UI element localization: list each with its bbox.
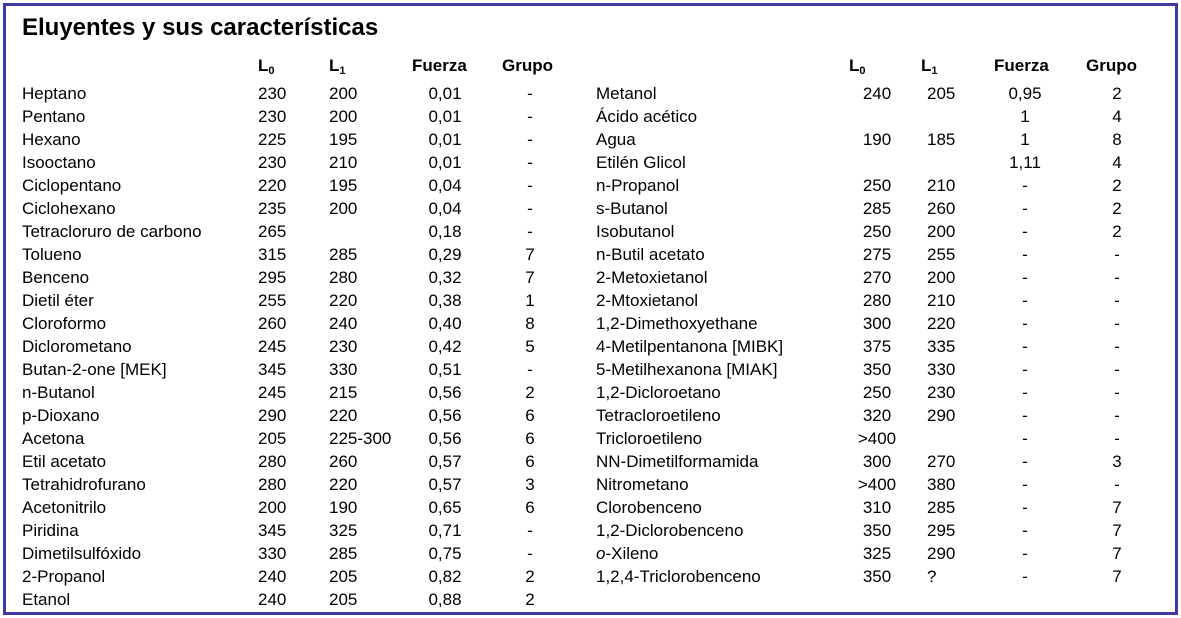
- cell-name: Isobutanol: [596, 222, 675, 241]
- cell-grupo: 6: [525, 406, 535, 425]
- table-row: [20, 565, 620, 588]
- cell-grupo: 7: [1112, 498, 1122, 517]
- table-row: [20, 381, 620, 404]
- table-row: [592, 128, 1181, 151]
- cell-grupo: 7: [525, 268, 535, 287]
- cell-name: 1,2-Dimethoxyethane: [596, 314, 758, 333]
- cell-name: 1,2-Dicloroetano: [596, 383, 721, 402]
- cell-l0: 300: [862, 452, 892, 471]
- cell-l0: 345: [258, 360, 287, 379]
- cell-grupo: 6: [525, 452, 535, 471]
- cell-l1: 195: [329, 130, 358, 149]
- table-row: [592, 174, 1181, 197]
- cell-fuerza: 0,88: [428, 590, 462, 609]
- cell-fuerza: 0,56: [428, 383, 462, 402]
- table-row: [592, 197, 1181, 220]
- table-row: [592, 473, 1181, 496]
- table-row: [20, 174, 620, 197]
- cell-name: 1,2-Diclorobenceno: [596, 521, 744, 540]
- table-row: [20, 335, 620, 358]
- cell-name: Heptano: [22, 84, 87, 103]
- cell-l1: 240: [329, 314, 358, 333]
- cell-fuerza: 0,01: [428, 84, 462, 103]
- cell-l0: 310: [862, 498, 892, 517]
- cell-grupo: 2: [1112, 199, 1122, 218]
- cell-name: 1,2,4-Triclorobenceno: [596, 567, 761, 586]
- table-row: [592, 289, 1181, 312]
- cell-fuerza: -: [1022, 360, 1028, 379]
- cell-l0: 235: [258, 199, 287, 218]
- table-row: [20, 243, 620, 266]
- cell-l1: 225-300: [329, 429, 392, 448]
- cell-grupo: 1: [525, 291, 535, 310]
- table-row: [592, 404, 1181, 427]
- cell-l1: 205: [329, 590, 358, 609]
- cell-l0: 205: [258, 429, 287, 448]
- cell-name: Ciclohexano: [22, 199, 116, 218]
- cell-grupo: -: [1114, 337, 1120, 356]
- cell-fuerza: -: [1022, 176, 1028, 195]
- cell-fuerza: -: [1022, 521, 1028, 540]
- cell-grupo: 3: [1112, 452, 1122, 471]
- cell-name: o-Xileno: [596, 544, 659, 563]
- cell-grupo: -: [1114, 291, 1120, 310]
- cell-grupo: -: [1114, 245, 1120, 264]
- cell-fuerza: -: [1022, 475, 1028, 494]
- cell-fuerza: 0,42: [428, 337, 462, 356]
- cell-l1: 295: [927, 521, 956, 540]
- cell-name: n-Butil acetato: [596, 245, 705, 264]
- cell-name: Butan-2-one [MEK]: [22, 360, 167, 379]
- cell-fuerza: -: [1022, 222, 1028, 241]
- cell-grupo: -: [1114, 406, 1120, 425]
- cell-grupo: -: [527, 107, 533, 126]
- cell-name: Ciclopentano: [22, 176, 122, 195]
- cell-l1: 325: [329, 521, 358, 540]
- cell-name: s-Butanol: [596, 199, 668, 218]
- cell-l1: 200: [329, 107, 358, 126]
- cell-fuerza: -: [1022, 314, 1028, 333]
- cell-fuerza: 0,01: [428, 107, 462, 126]
- cell-name: Pentano: [22, 107, 86, 126]
- cell-l0: 270: [862, 268, 892, 287]
- cell-grupo: -: [527, 544, 533, 563]
- cell-l0: 295: [258, 268, 287, 287]
- cell-l0: 240: [862, 84, 892, 103]
- cell-grupo: 2: [525, 383, 535, 402]
- cell-grupo: -: [1114, 383, 1120, 402]
- cell-grupo: 2: [1112, 84, 1122, 103]
- cell-fuerza: 0,38: [428, 291, 462, 310]
- table-row: [20, 473, 620, 496]
- cell-l0: 275: [862, 245, 892, 264]
- table-row: [20, 289, 620, 312]
- cell-grupo: -: [527, 130, 533, 149]
- table-row: [592, 427, 1181, 450]
- cell-l1: 290: [927, 544, 956, 563]
- cell-l0: 280: [258, 452, 287, 471]
- cell-fuerza: -: [1022, 498, 1028, 517]
- table-row: [20, 588, 620, 611]
- table-row: [20, 312, 620, 335]
- cell-grupo: -: [527, 84, 533, 103]
- table-frame: [3, 3, 1178, 615]
- table-row: [592, 266, 1181, 289]
- cell-grupo: 8: [525, 314, 535, 333]
- cell-l1: 200: [329, 84, 358, 103]
- cell-name: 5-Metilhexanona [MIAK]: [596, 360, 778, 379]
- cell-l0: 255: [258, 291, 287, 310]
- cell-fuerza: 0,82: [428, 567, 462, 586]
- cell-name: p-Dioxano: [22, 406, 100, 425]
- cell-grupo: 5: [525, 337, 535, 356]
- cell-l1: 280: [329, 268, 358, 287]
- cell-fuerza: -: [1022, 268, 1028, 287]
- cell-name: Etilén Glicol: [596, 153, 686, 172]
- cell-fuerza: 0,57: [428, 475, 462, 494]
- cell-l0: 375: [862, 337, 892, 356]
- cell-name: n-Propanol: [596, 176, 680, 195]
- cell-grupo: 7: [1112, 521, 1122, 540]
- cell-l0: 225: [258, 130, 287, 149]
- cell-grupo: -: [527, 521, 533, 540]
- cell-l0: 245: [258, 383, 287, 402]
- cell-l1: 210: [329, 153, 358, 172]
- cell-l1: 220: [329, 291, 358, 310]
- cell-l0: 240: [258, 567, 287, 586]
- cell-l1: 380: [927, 475, 956, 494]
- cell-l0: 280: [862, 291, 892, 310]
- cell-l1: 185: [927, 130, 956, 149]
- cell-l1: 285: [329, 245, 358, 264]
- cell-grupo: -: [1114, 268, 1120, 287]
- table-row: [592, 358, 1181, 381]
- header-grupo-right: Grupo: [1086, 56, 1137, 75]
- cell-name: 4-Metilpentanona [MIBK]: [596, 337, 784, 356]
- cell-name: Clorobenceno: [596, 498, 702, 517]
- cell-l0: 200: [258, 498, 287, 517]
- table-row: [20, 404, 620, 427]
- cell-l1: 210: [927, 176, 956, 195]
- cell-fuerza: -: [1022, 291, 1028, 310]
- table-row: [592, 381, 1181, 404]
- table-row: [20, 197, 620, 220]
- header-fuerza: Fuerza: [412, 56, 467, 75]
- cell-fuerza: 0,32: [428, 268, 462, 287]
- cell-name: Isooctano: [22, 153, 96, 172]
- cell-l0: 285: [862, 199, 892, 218]
- table-row: [20, 519, 620, 542]
- table-row: [20, 105, 620, 128]
- cell-l1: 205: [927, 84, 956, 103]
- cell-l1: 230: [329, 337, 358, 356]
- cell-name: 2-Metoxietanol: [596, 268, 708, 287]
- cell-l1: 205: [329, 567, 358, 586]
- cell-l0: 320: [862, 406, 892, 425]
- cell-name: 2-Mtoxietanol: [596, 291, 699, 310]
- cell-fuerza: -: [1022, 429, 1028, 448]
- cell-l1: 190: [329, 498, 358, 517]
- cell-l0: 250: [862, 176, 892, 195]
- cell-fuerza: 0,71: [428, 521, 462, 540]
- cell-l1: 335: [927, 337, 956, 356]
- header-grupo: Grupo: [502, 56, 553, 75]
- cell-fuerza: 0,01: [428, 153, 462, 172]
- cell-l1: 285: [927, 498, 956, 517]
- table-row: [592, 105, 1181, 128]
- cell-l0: 300: [862, 314, 892, 333]
- cell-l1: 290: [927, 406, 956, 425]
- table-row: [20, 128, 620, 151]
- table-row: [20, 496, 620, 519]
- cell-grupo: 2: [525, 590, 535, 609]
- cell-grupo: 3: [525, 475, 535, 494]
- header-l0-right: $L_0$: [849, 56, 866, 77]
- cell-name: Tetracloruro de carbono: [22, 222, 202, 241]
- cell-l1: 195: [329, 176, 358, 195]
- table-row: [592, 243, 1181, 266]
- cell-fuerza: 0,04: [428, 176, 462, 195]
- cell-l0: 240: [258, 590, 287, 609]
- cell-fuerza: 1,11: [1009, 153, 1041, 172]
- cell-fuerza: -: [1022, 383, 1028, 402]
- cell-grupo: -: [527, 153, 533, 172]
- cell-l1: 210: [927, 291, 956, 310]
- table-row: [20, 220, 620, 243]
- cell-l0: 345: [258, 521, 287, 540]
- cell-grupo: -: [527, 222, 533, 241]
- right-table: [592, 56, 1162, 616]
- cell-grupo: 7: [1112, 567, 1122, 586]
- cell-l1: 255: [927, 245, 956, 264]
- table-row: [592, 450, 1181, 473]
- cell-fuerza: 1: [1020, 130, 1030, 149]
- cell-grupo: 2: [1112, 176, 1122, 195]
- cell-l0: 220: [258, 176, 287, 195]
- cell-l1: 270: [927, 452, 956, 471]
- cell-name: Acetona: [22, 429, 85, 448]
- cell-l1: 200: [329, 199, 358, 218]
- cell-grupo: 2: [525, 567, 535, 586]
- cell-l0: 230: [258, 107, 287, 126]
- cell-name: Diclorometano: [22, 337, 132, 356]
- cell-grupo: 2: [1112, 222, 1122, 241]
- cell-fuerza: 0,57: [428, 452, 462, 471]
- cell-l1: 285: [329, 544, 358, 563]
- cell-grupo: 4: [1112, 153, 1122, 172]
- cell-l1: 200: [927, 268, 956, 287]
- cell-name: Cloroformo: [22, 314, 107, 333]
- cell-fuerza: -: [1022, 406, 1028, 425]
- cell-l1: 260: [927, 199, 956, 218]
- cell-fuerza: 0,65: [428, 498, 462, 517]
- table-row: [20, 427, 620, 450]
- cell-grupo: 8: [1112, 130, 1122, 149]
- table-row: [20, 358, 620, 381]
- cell-grupo: -: [1114, 475, 1120, 494]
- table-row: [20, 450, 620, 473]
- cell-grupo: -: [527, 176, 533, 195]
- cell-name: NN-Dimetilformamida: [596, 452, 759, 471]
- cell-name: Benceno: [22, 268, 90, 287]
- cell-l1: 330: [927, 360, 956, 379]
- cell-name: Ácido acético: [596, 107, 698, 126]
- cell-l0: 250: [862, 222, 892, 241]
- cell-grupo: -: [527, 360, 533, 379]
- cell-l0: 350: [862, 521, 892, 540]
- cell-fuerza: -: [1022, 567, 1028, 586]
- cell-name: Tricloroetileno: [596, 429, 703, 448]
- cell-fuerza: 0,29: [428, 245, 462, 264]
- cell-fuerza: 0,75: [428, 544, 462, 563]
- cell-l0: 350: [862, 567, 892, 586]
- cell-l0: 330: [258, 544, 287, 563]
- cell-l0: 265: [258, 222, 287, 241]
- cell-fuerza: 0,18: [428, 222, 462, 241]
- cell-l1: ?: [927, 567, 937, 586]
- table-row: [20, 151, 620, 174]
- cell-name: Tetracloroetileno: [596, 406, 721, 425]
- cell-fuerza: 0,01: [428, 130, 462, 149]
- cell-name: Dietil éter: [22, 291, 94, 310]
- cell-name: Dimetilsulfóxido: [22, 544, 142, 563]
- table-row: [592, 519, 1181, 542]
- cell-fuerza: -: [1022, 544, 1028, 563]
- cell-grupo: 6: [525, 429, 535, 448]
- cell-name: Metanol: [596, 84, 657, 103]
- cell-fuerza: -: [1022, 245, 1028, 264]
- cell-fuerza: -: [1022, 452, 1028, 471]
- cell-name: Tolueno: [22, 245, 82, 264]
- header-l0: $L_0$: [258, 56, 275, 77]
- cell-name: Agua: [596, 130, 636, 149]
- cell-l0: 350: [862, 360, 892, 379]
- cell-grupo: 7: [1112, 544, 1122, 563]
- cell-grupo: -: [527, 199, 533, 218]
- cell-name: 2-Propanol: [22, 567, 106, 586]
- header-l1-right: $L_1$: [921, 56, 938, 77]
- cell-name: Hexano: [22, 130, 81, 149]
- cell-l1: 220: [329, 475, 358, 494]
- table-row: [20, 266, 620, 289]
- cell-l1: 260: [329, 452, 358, 471]
- cell-l0: 290: [258, 406, 287, 425]
- cell-grupo: -: [1114, 314, 1120, 333]
- left-table: [20, 56, 580, 616]
- cell-fuerza: 0,56: [428, 406, 462, 425]
- cell-l0: 325: [862, 544, 892, 563]
- cell-l0: 315: [258, 245, 287, 264]
- table-row: [20, 82, 620, 105]
- cell-name: Piridina: [22, 521, 79, 540]
- page-title: Eluyentes y sus características: [22, 14, 379, 41]
- cell-l1: 220: [329, 406, 358, 425]
- table-row: [592, 312, 1181, 335]
- cell-grupo: 6: [525, 498, 535, 517]
- cell-fuerza: 0,51: [428, 360, 462, 379]
- cell-name: Acetonitrilo: [22, 498, 107, 517]
- cell-fuerza: 0,95: [1008, 84, 1042, 103]
- cell-l1: 330: [329, 360, 358, 379]
- cell-fuerza: 1: [1020, 107, 1030, 126]
- table-row: [592, 151, 1181, 174]
- cell-l0: 260: [258, 314, 287, 333]
- cell-grupo: 4: [1112, 107, 1122, 126]
- cell-fuerza: -: [1022, 337, 1028, 356]
- table-row: [592, 565, 1181, 588]
- table-row: [592, 542, 1181, 565]
- cell-l0: >400: [857, 429, 897, 448]
- cell-l0: 230: [258, 84, 287, 103]
- cell-fuerza: -: [1022, 199, 1028, 218]
- cell-l0: 190: [862, 130, 892, 149]
- table-row: [592, 82, 1181, 105]
- cell-l0: 280: [258, 475, 287, 494]
- cell-fuerza: 0,04: [428, 199, 462, 218]
- cell-name: Etanol: [22, 590, 71, 609]
- cell-fuerza: 0,40: [428, 314, 462, 333]
- cell-l1: 230: [927, 383, 956, 402]
- header-l1: $L_1$: [329, 56, 346, 77]
- cell-l1: 220: [927, 314, 956, 333]
- cell-name: Etil acetato: [22, 452, 107, 471]
- cell-fuerza: 0,56: [428, 429, 462, 448]
- cell-grupo: -: [1114, 360, 1120, 379]
- cell-l0: 230: [258, 153, 287, 172]
- cell-grupo: 7: [525, 245, 535, 264]
- cell-l0: >400: [857, 475, 897, 494]
- cell-name: Tetrahidrofurano: [22, 475, 146, 494]
- cell-l0: 250: [862, 383, 892, 402]
- header-fuerza-right: Fuerza: [994, 56, 1049, 75]
- table-row: [592, 220, 1181, 243]
- cell-grupo: -: [1114, 429, 1120, 448]
- table-row: [592, 335, 1181, 358]
- cell-l1: 200: [927, 222, 956, 241]
- cell-name: n-Butanol: [22, 383, 95, 402]
- table-row: [592, 496, 1181, 519]
- cell-name: Nitrometano: [596, 475, 689, 494]
- cell-l0: 245: [258, 337, 287, 356]
- table-row: [20, 542, 620, 565]
- cell-l1: 215: [329, 383, 358, 402]
